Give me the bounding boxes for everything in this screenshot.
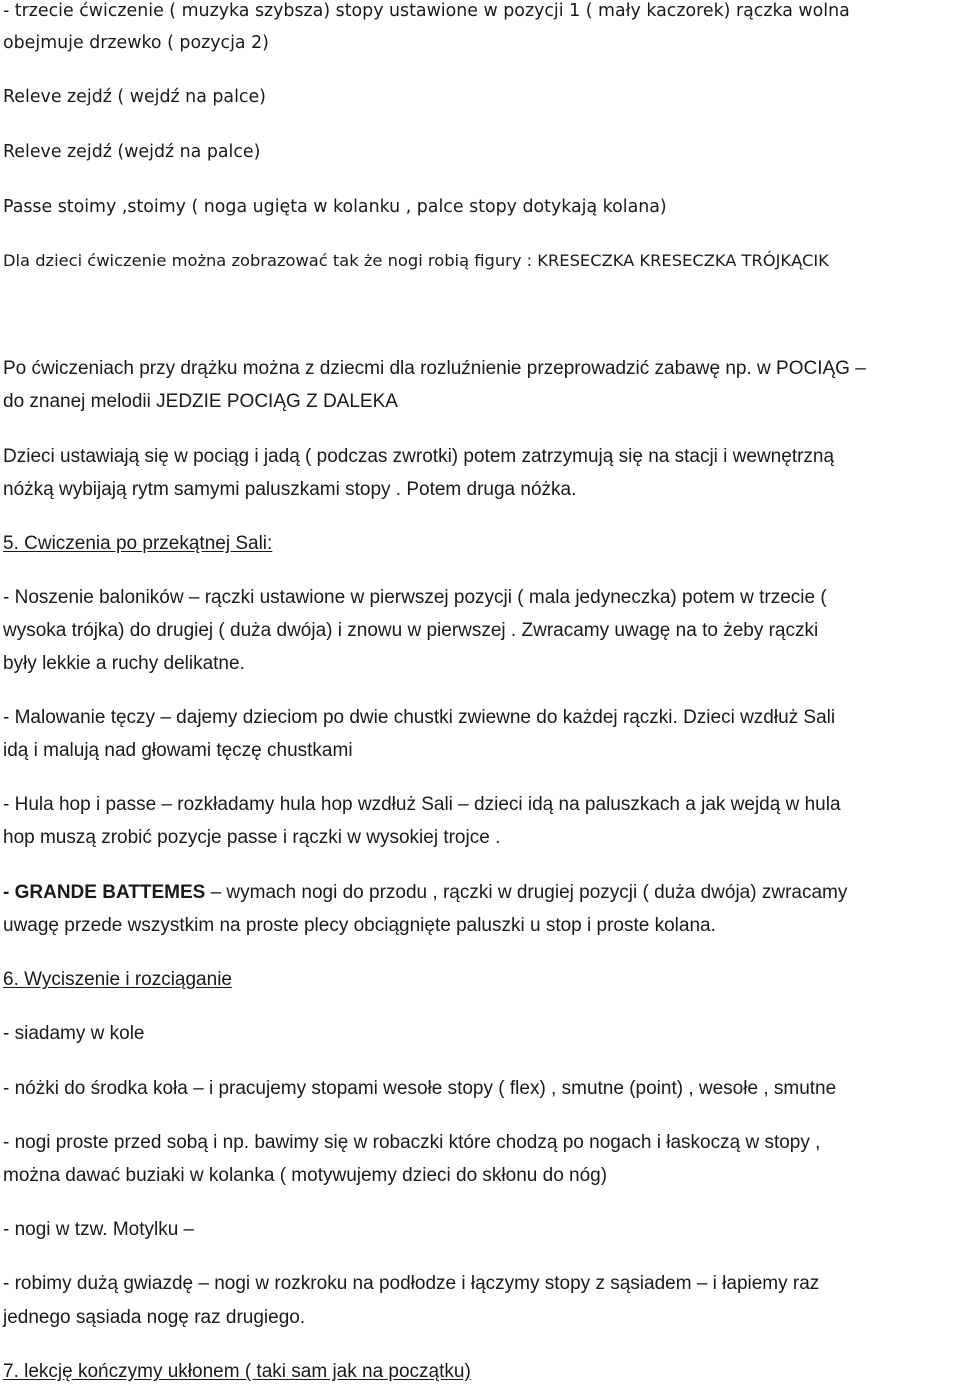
text-line: nóżką wybijają rytm samymi paluszkami stopy . Potem druga nóżka.: [3, 479, 577, 500]
text-line: były lekkie a ruchy delikatne.: [3, 653, 245, 674]
text-line: - nóżki do środka koła – i pracujemy stopami wesołe stopy ( flex) , smutne (point) , wesołe , smutne: [3, 1078, 837, 1099]
text-line: Dla dzieci ćwiczenie można zobrazować tak że nogi robią figury : KRESECZKA KRESECZKA TRÓJKĄCIK: [3, 251, 829, 270]
text-line: Passe stoimy ,stoimy ( noga ugięta w kolanku , palce stopy dotykają kolana): [3, 197, 667, 217]
text-line: - nogi proste przed sobą i np. bawimy się w robaczki które chodzą po nogach i łaskoczą w stopy ,: [3, 1132, 821, 1153]
text-line: do znanej melodii JEDZIE POCIĄG Z DALEKA: [3, 391, 398, 412]
text-line: [3, 882, 847, 904]
text-line: uwagę przede wszystkim na proste plecy obciągnięte paluszki u stop i proste kolana.: [3, 915, 716, 936]
text-line: - robimy dużą gwiazdę – nogi w rozkroku na podłodze i łączymy stopy z sąsiadem – i łapiemy raz: [3, 1273, 820, 1294]
text-line: hop muszą zrobić pozycje passe i rączki w wysokiej trojce .: [3, 827, 501, 848]
section-heading: 7. lekcję kończymy ukłonem ( taki sam jak na początku): [3, 1361, 471, 1382]
text-run: – wymach nogi do przodu , rączki w drugiej pozycji ( duża dwója) zwracamy: [205, 882, 848, 903]
text-line: można dawać buziaki w kolanka ( motywujemy dzieci do skłonu do nóg): [3, 1165, 608, 1186]
text-line: - Malowanie tęczy – dajemy dzieciom po dwie chustki zwiewne do każdej rączki. Dzieci wzdłuż Sali: [3, 707, 836, 728]
text-line: Releve zejdź ( wejdź na palce): [3, 87, 266, 107]
bold-term: - GRANDE BATTEMES: [3, 882, 206, 903]
section-heading: 5. Cwiczenia po przekątnej Sali:: [3, 533, 273, 554]
text-line: jednego sąsiada nogę raz drugiego.: [3, 1307, 306, 1328]
text-line: - Hula hop i passe – rozkładamy hula hop wzdłuż Sali – dzieci idą na paluszkach a jak wejdą w hula: [3, 794, 841, 815]
text-line: - nogi w tzw. Motylku –: [3, 1219, 195, 1240]
section-heading: 6. Wyciszenie i rozciąganie: [3, 969, 232, 990]
text-line: wysoka trójka) do drugiej ( duża dwója) i znowu w pierwszej . Zwracamy uwagę na to żeby rączki: [3, 620, 819, 641]
text-line: idą i malują nad głowami tęczę chustkami: [3, 740, 353, 761]
text-line: obejmuje drzewko ( pozycja 2): [3, 33, 269, 53]
text-line: Dzieci ustawiają się w pociąg i jadą ( podczas zwrotki) potem zatrzymują się na stacji i wewnętrzną: [3, 446, 835, 467]
text-line: Po ćwiczeniach przy drążku można z dziecmi dla rozluźnienie przeprowadzić zabawę np. w POCIĄG –: [3, 358, 866, 379]
text-line: - siadamy w kole: [3, 1023, 145, 1044]
text-line: - trzecie ćwiczenie ( muzyka szybsza) stopy ustawione w pozycji 1 ( mały kaczorek) rączka wolna: [3, 1, 850, 21]
text-line: - Noszenie baloników – rączki ustawione w pierwszej pozycji ( mala jedyneczka) potem w trzecie (: [3, 587, 827, 608]
text-line: Releve zejdź (wejdź na palce): [3, 142, 261, 162]
